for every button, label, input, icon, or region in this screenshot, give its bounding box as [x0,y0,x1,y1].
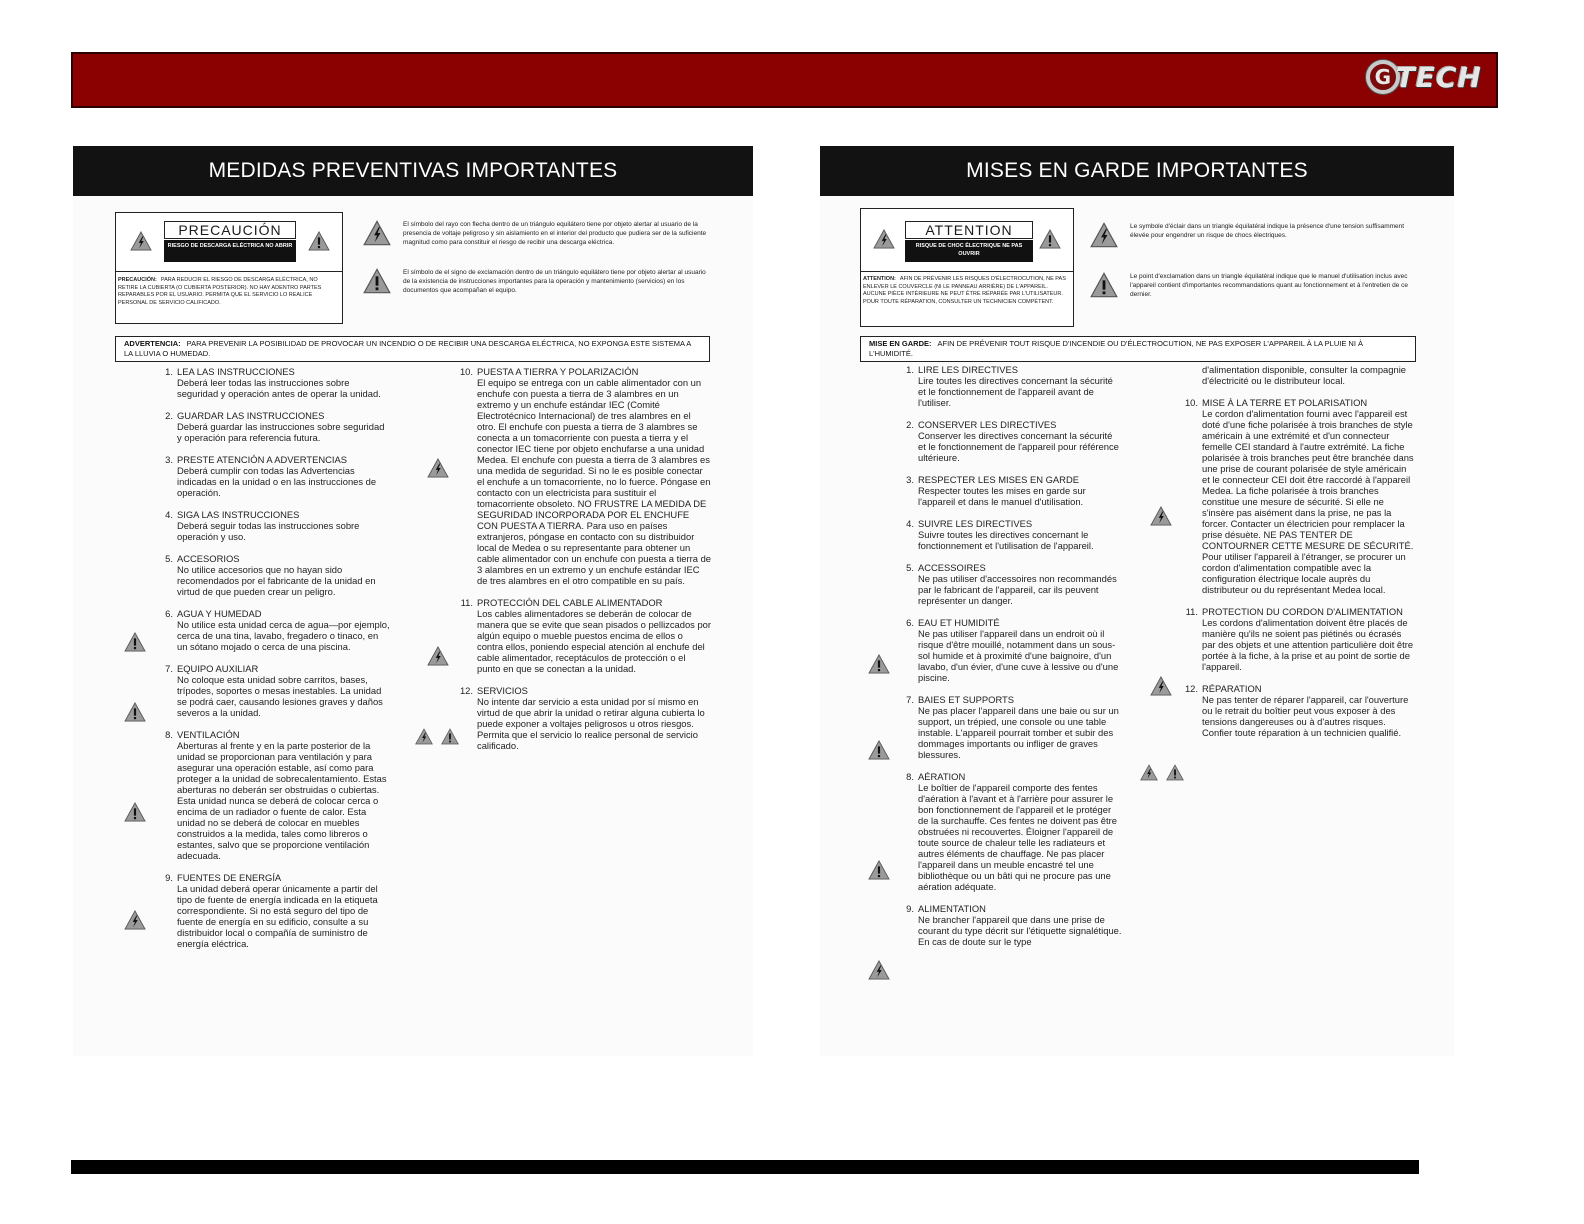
caution-text: AFIN DE PRÉVENIR LES RISQUES D'ÉLECTROCUTION, NE PAS ENLEVER LE COUVERCLE (NI LE PANNEAU ARRIÈRE) DE L'APPAREIL. AUCUNE PIÈCE INTÉRIEURE NE PEUT ÊTRE RÉPARÉE PAR L'UTILISATEUR. POUR TOUTE RÉPARATION, CONSULTER UN TECHNICIEN COMPÉTENT. [863,276,1066,305]
lightning-triangle-icon [1090,222,1118,248]
item-body: Lire toutes les directives concernant la sécurité et le fonctionnement de l'appareil avant de l'utiliser. [918,375,1113,408]
exclamation-triangle-icon [124,632,146,652]
item-number: 11. [460,597,473,608]
item-number: 5. [165,553,173,564]
warning-label: ADVERTENCIA: [124,339,181,348]
caution-box [115,212,343,324]
lightning-triangle-icon [427,458,449,478]
lightning-symbol-text: El símbolo del rayo con flecha dentro de un triángulo equilátero tiene por objeto alertar al usuario de la presencia de voltaje peligroso y sin aislamiento en el interior del producto que pudiera ser de la suficiente magnitud como para constituir el riesgo de recibir una descarga eléctrica. [403,221,707,246]
exclamation-symbol-explanation [1090,272,1412,299]
caution-box [860,208,1074,327]
item-body: Deberá guardar las instrucciones sobre seguridad y operación para referencia futura. [177,421,385,443]
lightning-symbol-explanation [363,220,711,247]
item-number: 7. [165,663,173,674]
spanish-title: MEDIDAS PREVENTIVAS IMPORTANTES [73,146,753,196]
lightning-triangle-icon [868,960,890,980]
item-title: ACCESSOIRES [918,562,986,573]
item-title: SIGA LAS INSTRUCCIONES [177,509,300,520]
lightning-triangle-icon [1150,506,1172,526]
lightning-triangle-icon [873,229,895,249]
lightning-triangle-icon [1150,676,1172,696]
item-body: Deberá leer todas las instrucciones sobre seguridad y operación antes de operar la unidad. [177,377,381,399]
footer-band [71,1160,1419,1174]
spanish-column-right [455,366,711,762]
list-item [900,419,1122,463]
logo-ring-icon [1366,60,1400,94]
french-panel [820,146,1454,1056]
gtech-logo [1366,60,1482,94]
warning-text: PARA PREVENIR LA POSIBILIDAD DE PROVOCAR UN INCENDIO O DE RECIBIR UNA DESCARGA ELÉCTRICA, NO EXPONGA ESTE SISTEMA A LA LLUVIA O HUMEDAD. [124,339,691,358]
list-item [900,694,1122,760]
item-title: GUARDAR LAS INSTRUCCIONES [177,410,325,421]
warning-text: AFIN DE PRÉVENIR TOUT RISQUE D'INCENDIE OU D'ÉLECTROCUTION, NE PAS EXPOSER L'APPAREIL À LA PLUIE NI À L'HUMIDITÉ. [869,339,1364,358]
item-number: 1. [906,364,914,375]
item-body: Deberá cumplir con todas las Advertencias indicadas en la unidad o en las instrucciones de operación. [177,465,377,498]
item-title: VENTILACIÓN [177,729,240,740]
exclamation-triangle-icon [441,728,459,745]
list-item [900,562,1122,606]
french-title: MISES EN GARDE IMPORTANTES [820,146,1454,196]
item-number: 3. [906,474,914,485]
item-number: 9. [165,872,173,883]
item-body: No coloque esta unidad sobre carritos, bases, trípodes, soportes o mesas inestables. La unidad se podrá caer, causando lesiones graves y daños severos a la unidad. [177,674,383,718]
list-item [159,608,391,652]
item-body: Conserver les directives concernant la sécurité et le fonctionnement de l'appareil pour référence ultérieure. [918,430,1119,463]
item-number: 9. [906,903,914,914]
lightning-triangle-icon [427,646,449,666]
item-number: 12. [459,685,473,696]
item-body: Ne pas utiliser d'accessoires non recommandés par le fabricant de l'appareil, car ils peuvent représenter un danger. [918,573,1117,606]
item-body: La unidad deberá operar únicamente a partir del tipo de fuente de energía indicada en la etiqueta correspondiente. Si no está seguro del tipo de fuente de energía en su edificio, consulte a su distribuidor local o compañía de suministro de energía eléctrica. [177,883,378,949]
item-body: Aberturas al frente y en la parte posterior de la unidad se proporcionan para ventilación y para asegurar una operación estable, así como para proteger a la unidad de sobrecalentamiento. Estas aberturas no deberán ser obstruidas o cubiertas. Esta unidad nunca se deberá de colocar cerca o encima de un radiador o fuente de calor. Esta unidad no se deberá de colocar en muebles construidos a la medida, tales como libreros o estantes, salvo que se proporcione ventilación adecuada. [177,740,387,861]
item-body: Suivre toutes les directives concernant le fonctionnement et l'utilisation de l'appareil. [918,529,1094,551]
item-title: EAU ET HUMIDITÉ [918,617,1000,628]
logo-letter: G [1374,65,1391,89]
item-body: Ne pas utiliser l'appareil dans un endroit où il risque d'être mouillé, notamment dans un sous-sol humide et à proximité d'une baignoire, d'un lavabo, d'un évier, d'une cuve à lessive ou d'une piscine. [918,628,1119,683]
item-number: 10. [459,366,473,377]
item-body: Le cordon d'alimentation fourni avec l'appareil est doté d'une fiche polarisée à trois branches de style américain à une extrémité et d'un connecteur femelle CEI standard à l'autre extrémité. La fiche polarisée à trois branches peut être branchée dans une prise de courant polarisée de style américain et le connecteur CEI doit être raccordé à l'appareil Medea. La fiche polarisée à trois branches constitue une mesure de sécurité. Si elle ne s'insère pas aisément dans la prise, ne pas la forcer. Contacter un électricien pour remplacer la prise désuète. NE PAS TENTER DE CONTOURNER CETTE MESURE DE SÉCURITÉ. Pour utiliser l'appareil à l'étranger, se procurer un cordon d'alimentation compatible avec la configuration électrique locale auprès du distributeur ou du représentant Medea local. [1202,408,1414,595]
item-body: No intente dar servicio a esta unidad por sí mismo en virtud de que abrir la unidad o retirar alguna cubierta lo puede exponer a voltajes peligrosos u otros riesgos. Permita que el servicio lo realice personal de servicio calificado. [477,696,705,751]
list-item [1180,683,1416,738]
item-body: d'alimentation disponible, consulter la compagnie d'électricité ou le distributeur local. [1202,364,1406,386]
item-number: 3. [165,454,173,465]
item-body: Respecter toutes les mises en garde sur l'appareil et dans le manuel d'utilisation. [918,485,1086,507]
list-item [159,454,391,498]
french-column-left [900,364,1122,958]
item-body: No utilice esta unidad cerca de agua—por ejemplo, cerca de una tina, lavabo, fregadero o tinaco, en un sótano mojado o cerca de una piscina. [177,619,390,652]
caution-title: ATTENTION [905,221,1033,239]
item-title: ALIMENTATION [918,903,986,914]
list-item [900,617,1122,683]
exclamation-symbol-text: Le point d'exclamation dans un triangle équilatéral indique que le manuel d'utilisation inclus avec l'appareil contient d'importantes recommandations quant au fonctionnement et à l'entretien de ce dernier. [1130,273,1408,298]
item-title: FUENTES DE ENERGÍA [177,872,282,883]
item-body: Los cables alimentadores se deberán de colocar de manera que se evite que sean pisados o pellizcados por algún equipo o mueble puestos encima de ellos o contra ellos, poniendo especial atención al enchufe del cable alimentador, receptáculos de protección o el punto en que se conectan a la unidad. [477,608,712,674]
list-item [455,366,711,586]
logo-text: TECH [1395,60,1482,94]
exclamation-triangle-icon [1090,272,1118,298]
item-body: Deberá seguir todas las instrucciones sobre operación y uso. [177,520,360,542]
list-item [900,364,1122,408]
spanish-panel [73,146,753,1056]
caution-label: ATTENTION: [863,276,896,282]
item-title: ACCESORIOS [177,553,240,564]
list-item [1180,364,1416,386]
list-item [159,872,391,949]
header-band [71,52,1498,108]
caution-divider [861,271,1073,272]
list-item [159,663,391,718]
lightning-triangle-icon [415,728,433,745]
list-item [159,553,391,597]
caution-label: PRECAUCIÓN: [118,277,157,283]
item-body: No utilice accesorios que no hayan sido recomendados por el fabricante de la unidad en virtud de que pueden crear un peligro. [177,564,376,597]
item-title: PRESTE ATENCIÓN A ADVERTENCIAS [177,454,348,465]
exclamation-triangle-icon [1039,229,1061,249]
exclamation-triangle-icon [124,802,146,822]
item-body: Ne pas placer l'appareil dans une baie ou sur un support, un trépied, une console ou une table instable. L'appareil pourrait tomber et subir des dommages importants ou infliger de graves blessures. [918,705,1119,760]
item-title: PROTECTION DU CORDON D'ALIMENTATION [1202,606,1403,617]
item-title: RÉPARATION [1202,683,1262,694]
exclamation-triangle-icon [1166,764,1184,781]
lightning-symbol-text: Le symbole d'éclair dans un triangle équilatéral indique la présence d'une tension suffisamment élevée pour engendrer un risque de chocs électriques. [1130,223,1405,239]
spanish-column-left [159,366,391,960]
caution-note [118,277,338,307]
caution-subtitle: RIESGO DE DESCARGA ELÉCTRICA NO ABRIR [164,240,296,262]
item-title: PUESTA A TIERRA Y POLARIZACIÓN [477,366,639,377]
warning-label: MISE EN GARDE: [869,339,932,348]
exclamation-triangle-icon [363,268,391,294]
list-item [1180,606,1416,672]
list-item [159,410,391,443]
item-number: 2. [165,410,173,421]
exclamation-triangle-icon [868,860,890,880]
item-title: LEA LAS INSTRUCCIONES [177,366,295,377]
item-body: Ne brancher l'appareil que dans une prise de courant du type décrit sur l'étiquette signalétique. En cas de doute sur le type [918,914,1122,947]
caution-title: PRECAUCIÓN [164,221,296,239]
exclamation-symbol-explanation [363,268,711,295]
item-number: 6. [906,617,914,628]
item-title: EQUIPO AUXILIAR [177,663,259,674]
list-item [900,474,1122,507]
item-number: 12. [1184,683,1198,694]
list-item [900,903,1122,947]
list-item [455,685,711,751]
item-number: 10. [1184,397,1198,408]
list-item [159,509,391,542]
item-number: 4. [906,518,914,529]
item-number: 8. [906,771,914,782]
item-title: BAIES ET SUPPORTS [918,694,1015,705]
item-title: SUIVRE LES DIRECTIVES [918,518,1033,529]
item-number: 2. [906,419,914,430]
item-title: CONSERVER LES DIRECTIVES [918,419,1057,430]
item-title: RESPECTER LES MISES EN GARDE [918,474,1079,485]
caution-note [863,276,1071,306]
item-number: 1. [165,366,173,377]
lightning-symbol-explanation [1090,222,1412,248]
exclamation-triangle-icon [868,654,890,674]
item-body: Ne pas tenter de réparer l'appareil, car l'ouverture ou le retrait du boîtier peut vous exposer à des tensions dangereuses ou à d'autres risques. Confier toute réparation à un technicien qualifié. [1202,694,1409,738]
exclamation-symbol-text: El símbolo de el signo de exclamación dentro de un triángulo equilátero tiene por objeto alertar al usuario de la existencia de instrucciones importantes para la operación y mantenimiento (servicios) en los documentos que acompañan el equipo. [403,269,706,294]
list-item [159,729,391,861]
caution-subtitle: RISQUE DE CHOC ÉLECTRIQUE NE PAS OUVRIR [905,240,1033,262]
exclamation-triangle-icon [868,740,890,760]
item-title: LIRE LES DIRECTIVES [918,364,1019,375]
caution-text: PARA REDUCIR EL RIESGO DE DESCARGA ELÉCTRICA, NO RETIRE LA CUBIERTA (O CUBIERTA POSTERIOR). NO HAY ADENTRO PARTES REPARABLES POR EL USUARIO. PERMITA QUE EL SERVICIO LO REALICE PERSONAL DE SERVICIO CALIFICADO. [118,277,322,306]
list-item [900,771,1122,892]
item-number: 7. [906,694,914,705]
exclamation-triangle-icon [308,231,330,251]
item-body: Le boîtier de l'appareil comporte des fentes d'aération à l'avant et à l'arrière pour assurer le bon fonctionnement de l'appareil et le protéger de la surchauffe. Ces fentes ne doivent pas être obstruées ni recouvertes. Éloigner l'appareil de toute source de chaleur telle les radiateurs et autres éléments de chauffage. Ne pas placer l'appareil dans un meuble encastré tel une bibliothèque ou un bâti qui ne procure pas une aération adéquate. [918,782,1117,892]
french-column-right [1180,364,1416,749]
item-number [1180,364,1198,386]
item-body: Les cordons d'alimentation doivent être placés de manière qu'ils ne soient pas piétinés ou écrasés par des objets et une attention particulière doit être portée à la fiche, à la prise et au point de sortie de l'appareil. [1202,617,1414,672]
item-number: 8. [165,729,173,740]
item-number: 11. [1185,606,1198,617]
lightning-triangle-icon [124,910,146,930]
list-item [900,518,1122,551]
list-item [159,366,391,399]
item-title: MISE À LA TERRE ET POLARISATION [1202,397,1368,408]
item-title: PROTECCIÓN DEL CABLE ALIMENTADOR [477,597,663,608]
item-number: 4. [165,509,173,520]
warning-bar [860,336,1416,362]
item-title: SERVICIOS [477,685,528,696]
item-title: AÉRATION [918,771,966,782]
exclamation-triangle-icon [124,702,146,722]
lightning-triangle-icon [363,220,391,246]
list-item [455,597,711,674]
warning-bar [115,336,710,362]
caution-divider [116,271,342,272]
item-title: AGUA Y HUMEDAD [177,608,262,619]
item-body: El equipo se entrega con un cable alimentador con un enchufe con puesta a tierra de 3 alambres en un extremo y un enchufe estándar IEC (Comité Electrotécnico Internacional) de tres alambres en el otro. El enchufe con puesta a tierra de 3 alambres se conecta a un tomacorriente con puesta a tierra y el conector IEC tiene por objeto enchufarse a una unidad Medea. El enchufe con puesta a tierra de 3 alambres es una medida de seguridad. Si no le es posible conectar el enchufe a un tomacorriente, no lo fuerce. Póngase en contacto con un electricista para sustituir el tomacorriente obsoleto. NO FRUSTRE LA MEDIDA DE SEGURIDAD INCORPORADA POR EL ENCHUFE CON PUESTA A TIERRA. Para uso en países extranjeros, póngase en contacto con su distribuidor local de Medea o su representante para obtener un cable alimentador con un enchufe con puesta a tierra de 3 alambres en un extremo y un enchufe estándar IEC de tres alambres en el otro compatible en su país. [477,377,712,586]
item-number: 5. [906,562,914,573]
item-number: 6. [165,608,173,619]
lightning-triangle-icon [1140,764,1158,781]
lightning-triangle-icon [130,231,152,251]
list-item [1180,397,1416,595]
